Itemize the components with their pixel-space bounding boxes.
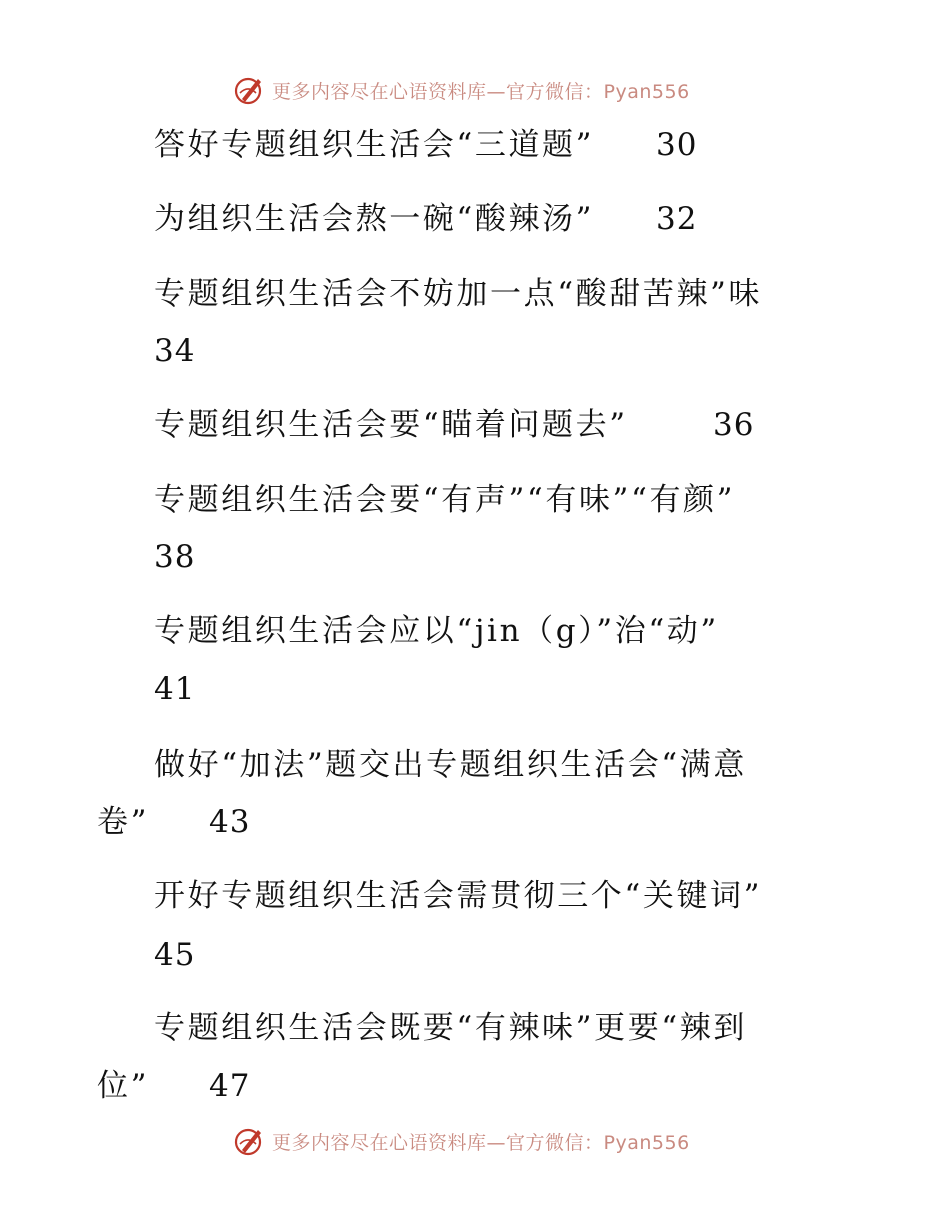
watermark-text: 更多内容尽在心语资料库—官方微信：Pyan556 [272, 1131, 690, 1154]
watermark-text: 更多内容尽在心语资料库—官方微信：Pyan556 [272, 80, 690, 103]
watermark-footer [232, 1121, 732, 1161]
toc-entry-title-cont[interactable]: 位” [97, 1068, 150, 1104]
toc-entry-page: 43 [209, 804, 251, 840]
toc-entry-title[interactable]: 专题组织生活会应以“jin（g）”治“动” [154, 613, 719, 649]
toc-entry-title[interactable]: 专题组织生活会既要“有辣味”更要“辣到 [154, 1010, 747, 1046]
toc-entry-title[interactable]: 为组织生活会熬一碗“酸辣汤” [154, 201, 595, 237]
pen-logo-icon [232, 1124, 266, 1158]
toc-entry-title[interactable]: 专题组织生活会要“瞄着问题去” [154, 407, 628, 443]
toc-entry-page: 38 [154, 539, 196, 575]
toc-entry-title[interactable]: 开好专题组织生活会需贯彻三个“关键词” [154, 878, 763, 914]
toc-entry-page: 36 [713, 407, 755, 443]
toc-entry-page: 45 [154, 937, 196, 973]
toc-entry-title[interactable]: 答好专题组织生活会“三道题” [154, 127, 595, 163]
toc-entry-page: 34 [154, 333, 196, 369]
toc-entry-page: 47 [209, 1068, 251, 1104]
toc-entry-title-cont[interactable]: 卷” [97, 804, 150, 840]
toc-entry-page: 32 [656, 201, 698, 237]
toc-entry-page: 41 [154, 671, 196, 707]
toc-entry-title[interactable]: 做好“加法”题交出专题组织生活会“满意 [154, 747, 747, 783]
toc-entry-page: 30 [656, 127, 698, 163]
toc-entry-title[interactable]: 专题组织生活会不妨加一点“酸甜苦辣”味 [154, 276, 763, 312]
toc-entry-title[interactable]: 专题组织生活会要“有声”“有味”“有颜” [154, 482, 736, 518]
